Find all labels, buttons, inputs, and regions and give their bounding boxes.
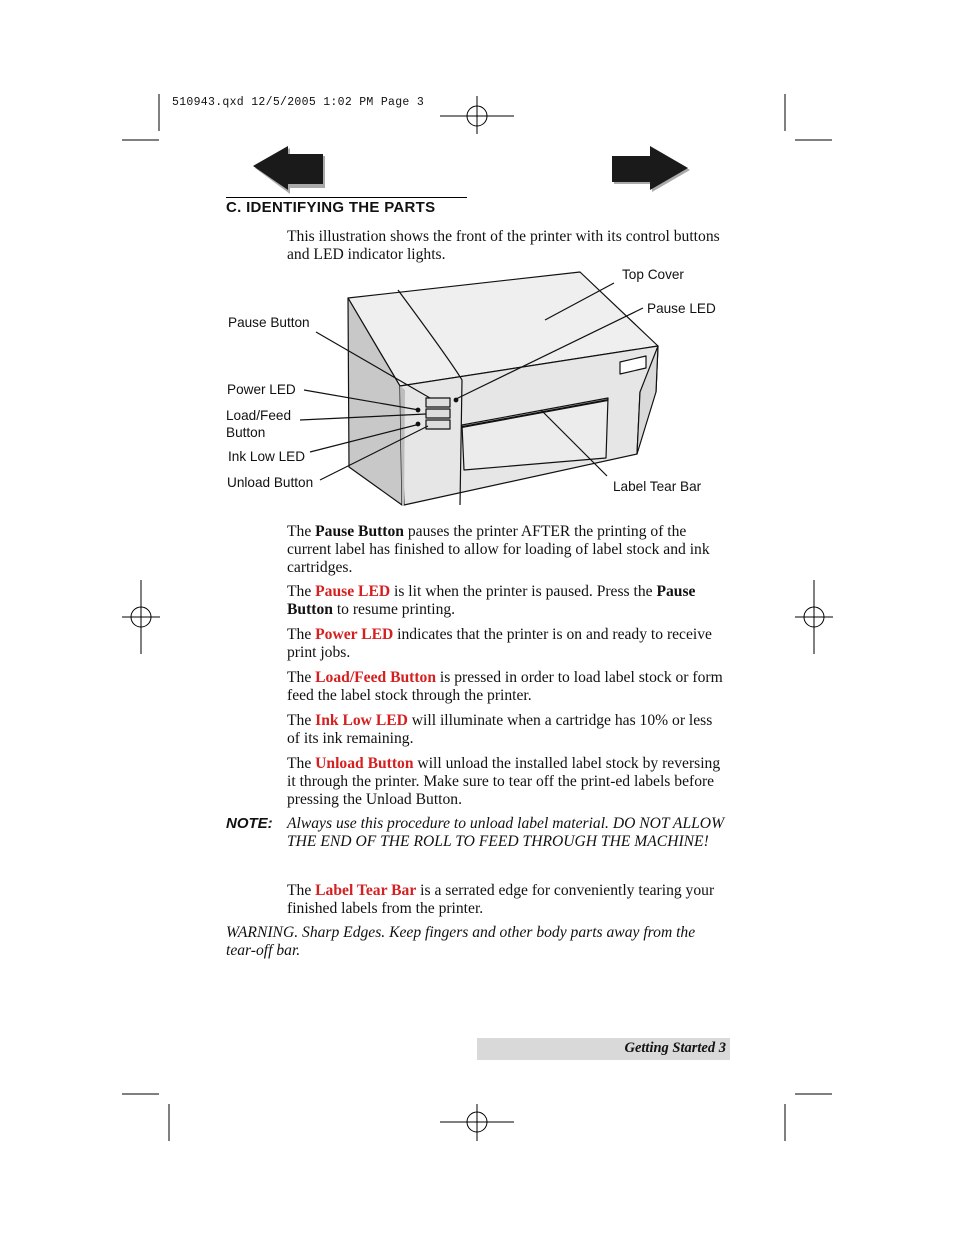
paragraph-unload: The Unload Button will unload the installed label stock by reversing it through the printer. Make sure to tear off the print-ed labels before pressing the Unload Button.: [287, 755, 721, 808]
note-text: Always use this procedure to unload label material. DO NOT ALLOW THE END OF THE ROLL TO FEED THROUGH THE MACHINE!: [287, 815, 725, 850]
paragraph-tear-bar: The Label Tear Bar is a serrated edge for conveniently tearing your finished labels from the printer.: [287, 882, 715, 917]
label-pause-button: Pause Button: [228, 315, 310, 330]
paragraph-pause-button: The Pause Button pauses the printer AFTER the printing of the current label has finished to allow for loading of label stock and ink cartridges.: [287, 523, 710, 576]
page-footer: Getting Started 3: [624, 1040, 726, 1056]
file-slug: 510943.qxd 12/5/2005 1:02 PM Page 3: [172, 96, 425, 109]
heading-rule: [226, 197, 467, 198]
paragraph-pause-led: The Pause LED is lit when the printer is paused. Press the Pause Button to resume printing.: [287, 583, 696, 618]
label-unload-button: Unload Button: [227, 475, 314, 490]
paragraph-load-feed: The Load/Feed Button is pressed in order to load label stock or form feed the label stock through the printer.: [287, 669, 723, 704]
label-load-feed-2: Button: [226, 425, 266, 440]
warning-text: WARNING. Sharp Edges. Keep fingers and other body parts away from the tear-off bar.: [226, 924, 696, 959]
paragraph-power-led: The Power LED indicates that the printer is on and ready to receive print jobs.: [287, 626, 712, 661]
label-tear-bar: Label Tear Bar: [613, 479, 702, 494]
label-ink-low-led: Ink Low LED: [228, 449, 306, 464]
printer-illustration: [300, 272, 658, 505]
label-load-feed-1: Load/Feed: [226, 408, 292, 423]
note-tag: NOTE:: [226, 815, 273, 832]
left-arrow-icon[interactable]: [253, 146, 325, 194]
right-arrow-icon[interactable]: [612, 146, 690, 192]
label-power-led: Power LED: [227, 382, 296, 397]
section-heading: C. IDENTIFYING THE PARTS: [226, 199, 436, 216]
label-top-cover: Top Cover: [622, 267, 684, 282]
paragraph-ink-low: The Ink Low LED will illuminate when a cartridge has 10% or less of its ink remaining.: [287, 712, 713, 747]
label-pause-led: Pause LED: [647, 301, 716, 316]
intro-paragraph: This illustration shows the front of the printer with its control buttons and LED indicator lights.: [287, 228, 720, 263]
